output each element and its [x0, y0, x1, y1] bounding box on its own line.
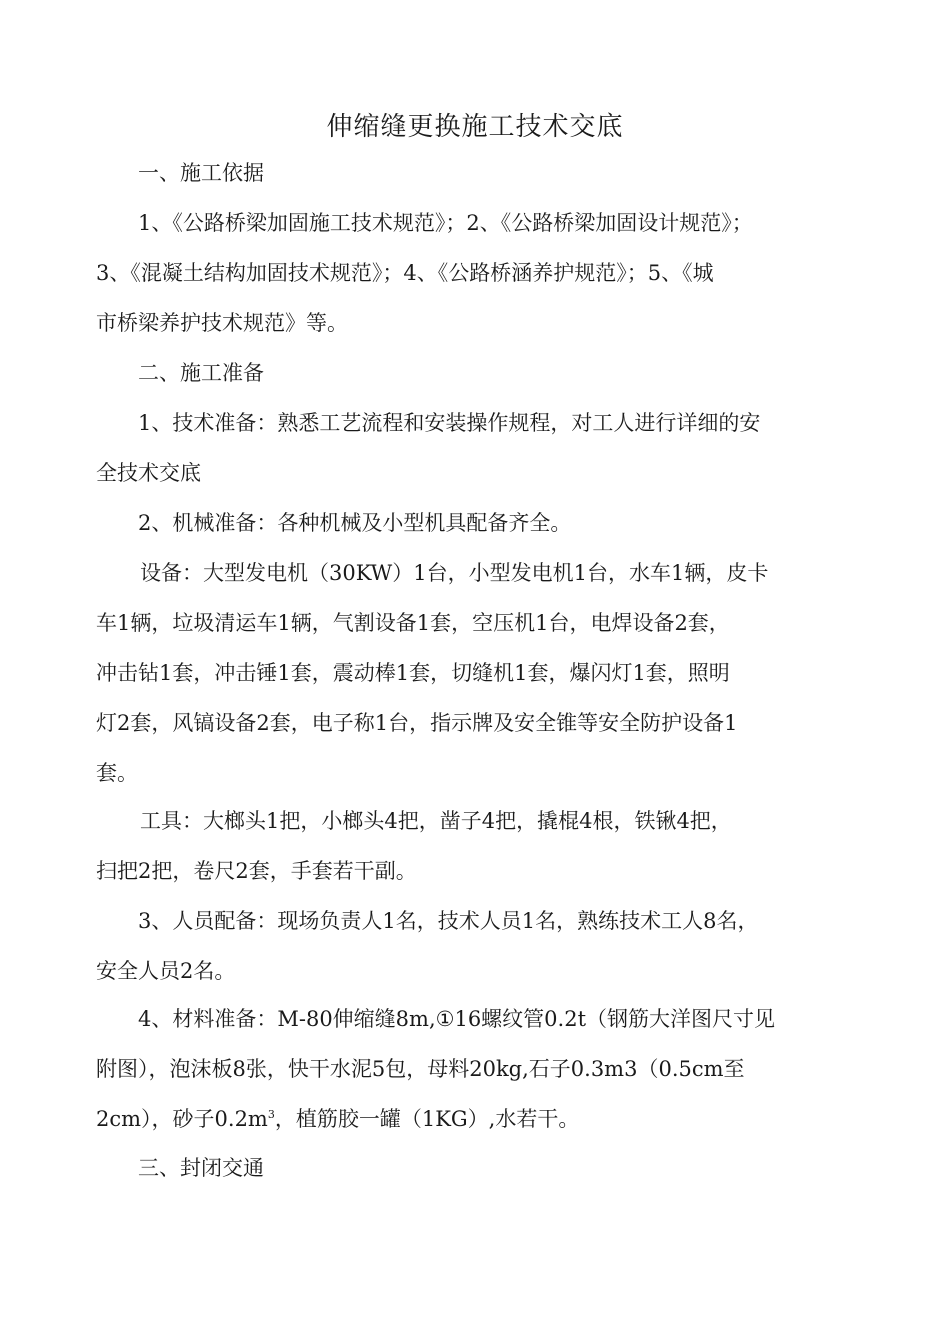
text-line: 附图），泡沫板8张，快干水泥5包，母料20kg,石子0.3m3（0.5cm至: [96, 1057, 745, 1081]
text-segment: 2cm），砂子0.2m: [96, 1107, 268, 1131]
text-line: 工具：大榔头1把，小榔头4把，凿子4把，撬棍4根，铁锹4把，: [140, 809, 732, 833]
text-line: 设备：大型发电机（30KW）1台，小型发电机1台，水车1辆，皮卡: [140, 561, 769, 585]
paragraph-tools: [96, 796, 826, 896]
text-line: 灯2套，风镐设备2套，电子称1台，指示牌及安全锥等安全防护设备1: [96, 711, 738, 735]
text-line: 4、材料准备：M-80伸缩缝8m,①16螺纹管0.2t（钢筋大洋图尺寸见: [138, 1007, 776, 1031]
heading-text: 三、封闭交通: [138, 1156, 264, 1180]
heading-text: 一、施工依据: [138, 161, 264, 185]
section-heading-preparation: [96, 348, 826, 398]
text-line: [96, 1094, 826, 1144]
text-line: 安全人员2名。: [96, 959, 236, 983]
text-line: 套。: [96, 761, 138, 785]
section-heading-traffic-closure: [96, 1143, 826, 1193]
text-line: 2、机械准备：各种机械及小型机具配备齐全。: [138, 511, 572, 535]
heading-text: 二、施工准备: [138, 361, 264, 385]
text-line: 扫把2把，卷尺2套，手套若干副。: [96, 859, 417, 883]
paragraph-technical-prep: [96, 398, 826, 498]
paragraph-materials: [96, 994, 826, 1144]
text-line: 3、《混凝土结构加固技术规范》；4、《公路桥涵养护规范》；5、《城: [96, 261, 714, 285]
section-heading-basis: [96, 148, 826, 198]
paragraph-basis-specs: [96, 198, 826, 348]
text-line: 冲击钻1套，冲击锤1套，震动棒1套，切缝机1套，爆闪灯1套，照明: [96, 661, 730, 685]
text-segment: ，植筋胶一罐（1KG）,水若干。: [274, 1107, 580, 1131]
superscript-cubed: 3: [267, 1108, 275, 1121]
document-title: 伸缩缝更换施工技术交底: [326, 112, 624, 142]
text-line: 车1辆，垃圾清运车1辆，气割设备1套，空压机1台，电焊设备2套，: [96, 611, 730, 635]
paragraph-staffing: [96, 896, 826, 996]
paragraph-equipment: [96, 548, 826, 798]
paragraph-machinery-prep: [96, 498, 826, 548]
text-line: 1、《公路桥梁加固施工技术规范》；2、《公路桥梁加固设计规范》；: [138, 211, 753, 235]
text-line: 市桥梁养护技术规范》等。: [96, 311, 348, 335]
text-line: 1、技术准备：熟悉工艺流程和安装操作规程，对工人进行详细的安: [138, 411, 761, 435]
text-line: 3、人员配备：现场负责人1名，技术人员1名，熟练技术工人8名，: [138, 909, 759, 933]
text-line: 全技术交底: [96, 461, 201, 485]
